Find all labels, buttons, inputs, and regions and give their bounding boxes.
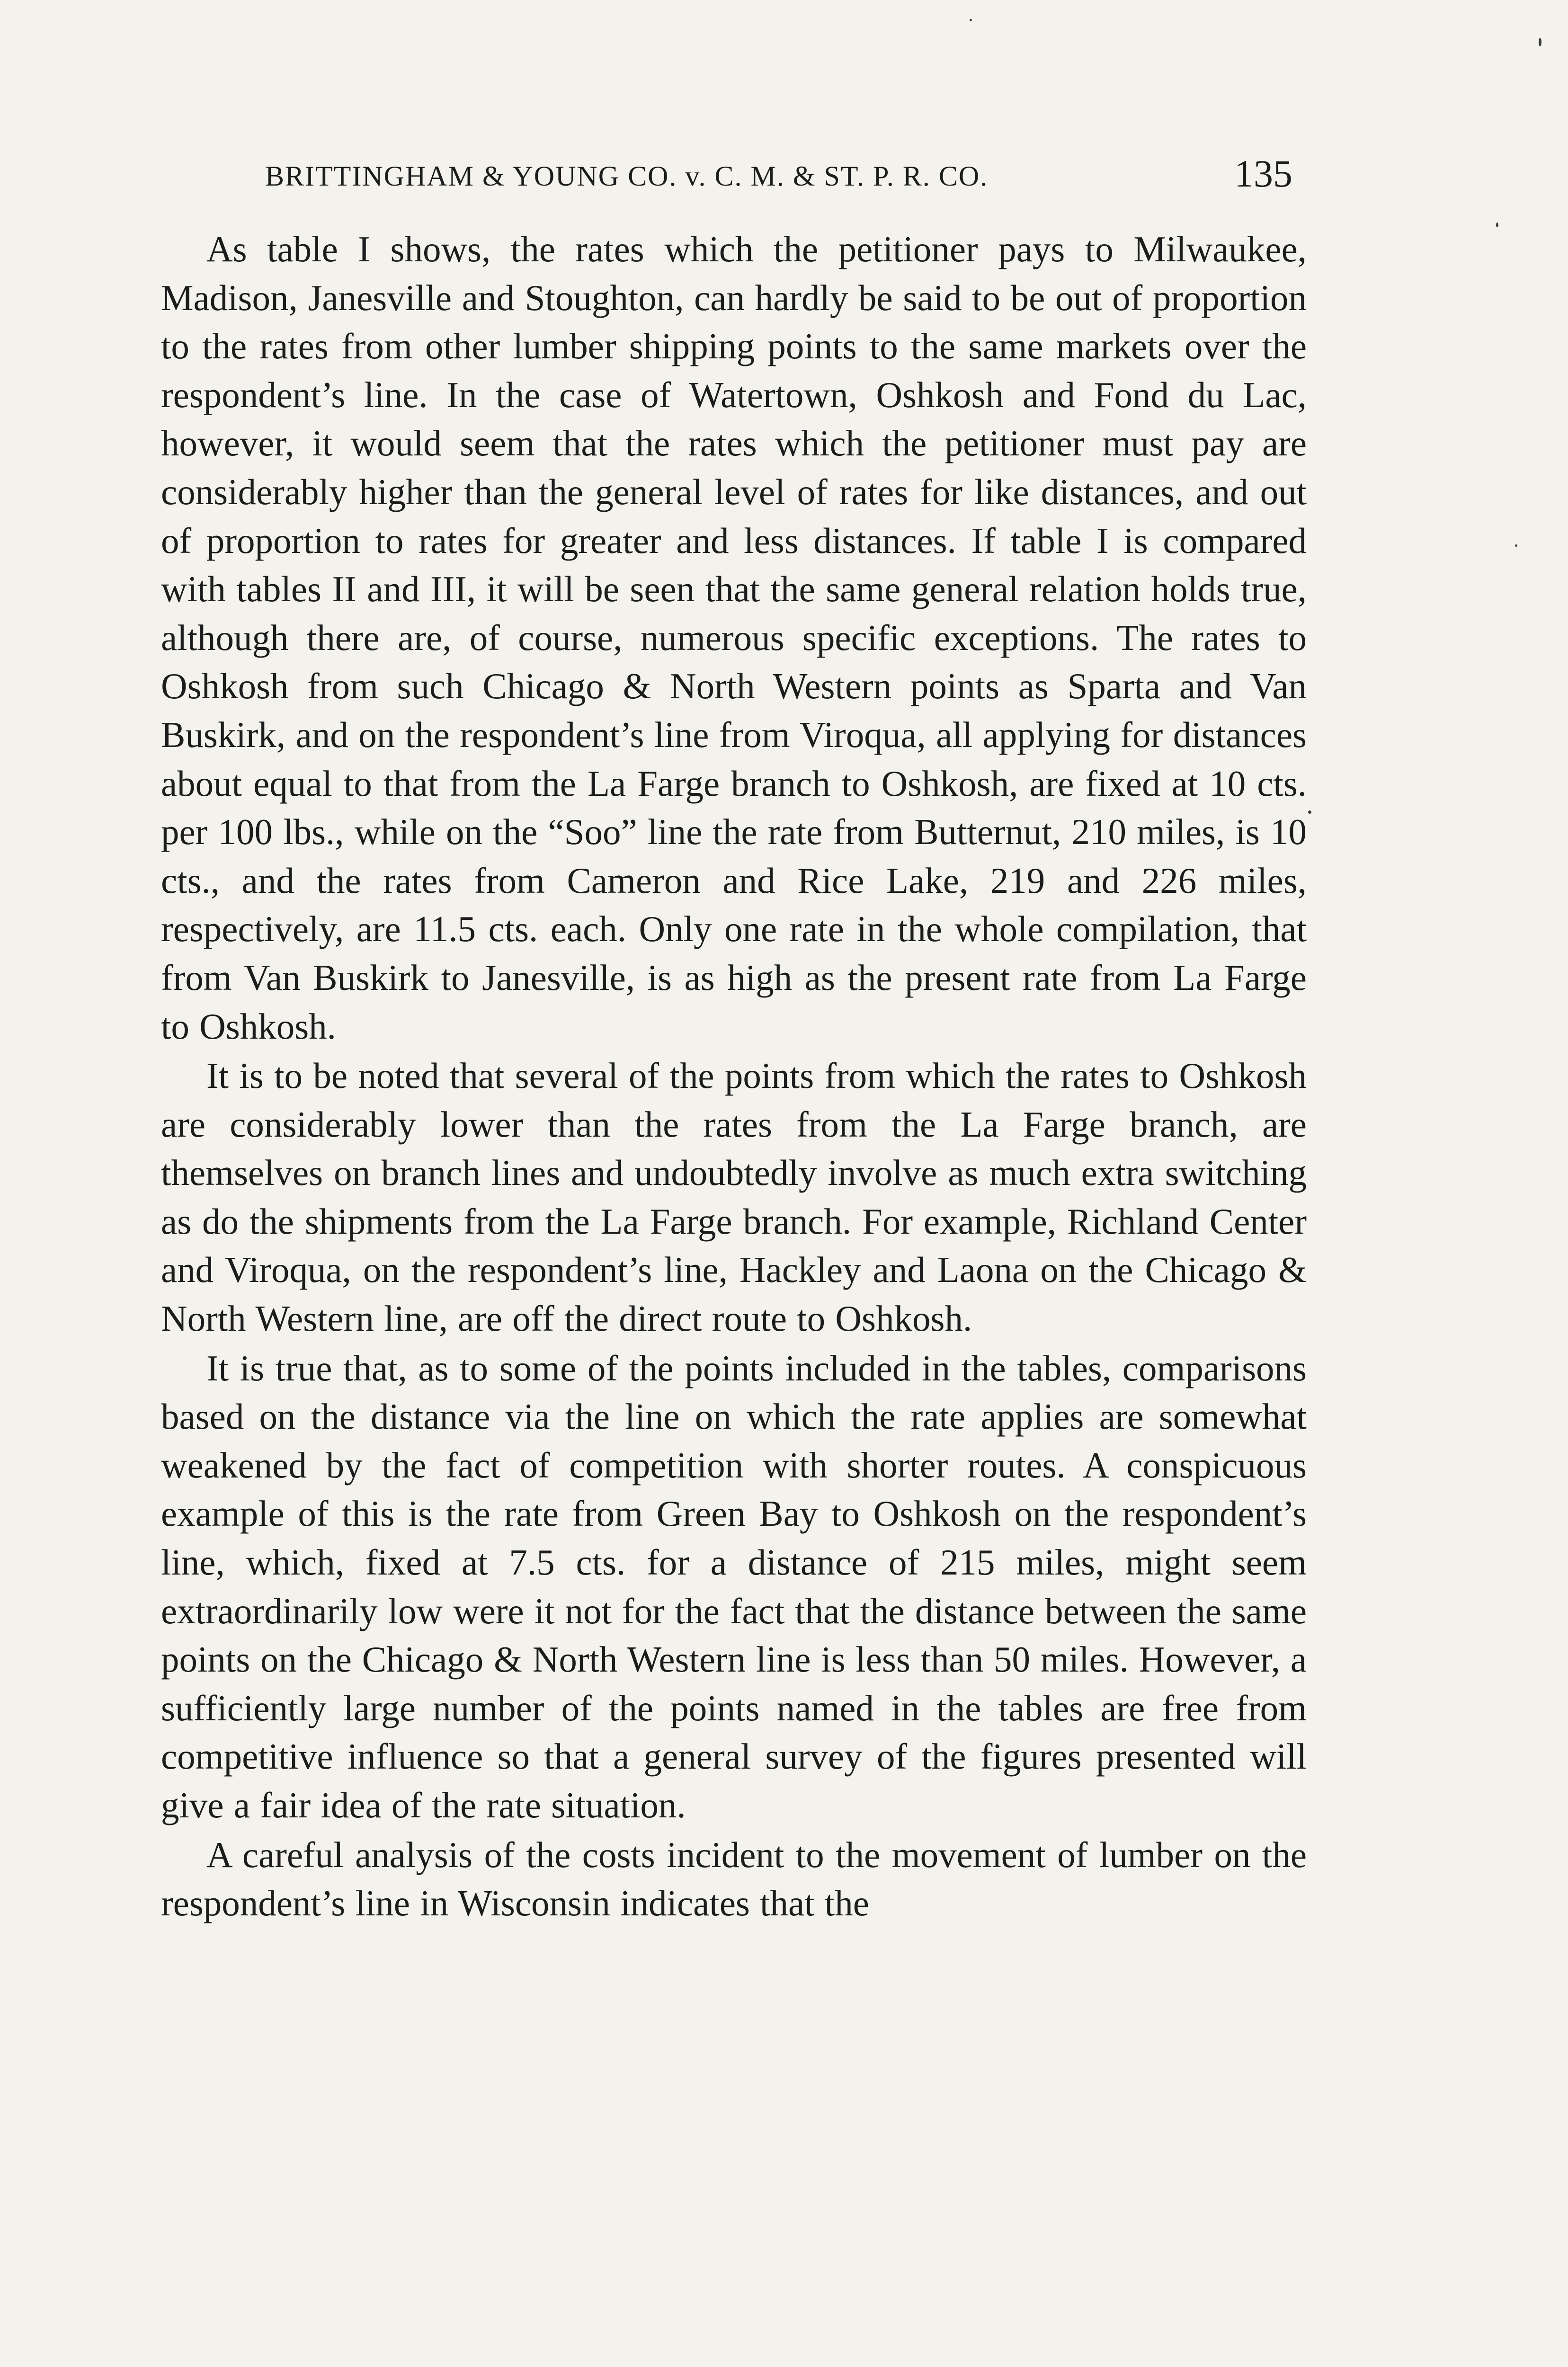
running-head (265, 151, 1292, 204)
paragraph-2: It is to be noted that several of the points from which the rates to Oshkosh are considerably lower than the rates from the La Farge branch, are themselves on branch lines and undoubtedly involve as much extra switching as do the shipments from the La Farge branch. For example, Richland Center and Viroqua, on the respondent’s line, Hackley and Laona on the Chicago & North Western line, are off the direct route to Oshkosh. (161, 1055, 1307, 1339)
paragraph-4: A careful analysis of the costs incident to the movement of lumber on the respondent’s line in Wisconsin indicates that the (161, 1834, 1307, 1924)
running-title: BRITTINGHAM & YOUNG CO. v. C. M. & ST. P. R. CO. (265, 160, 989, 192)
page-number: 135 (1234, 152, 1292, 195)
body-text (161, 225, 1307, 1928)
scan-speck (1539, 38, 1541, 46)
paragraph-3: It is true that, as to some of the points included in the tables, comparisons based on the distance via the line on which the rate applies are somewhat weakened by the fact of competition with shorter routes. A conspicuous example of this is the rate from Green Bay to Oshkosh on the respondent’s line, which, fixed at 7.5 cts. for a distance of 215 miles, might seem extraordinarily low were it not for the fact that the distance between the same points on the Chicago & North Western line is less than 50 miles. However, a sufficiently large number of the points named in the tables are free from competitive influence so that a general survey of the figures presented will give a fair idea of the rate situation. (161, 1347, 1307, 1825)
scan-speck (1515, 544, 1517, 547)
paragraph-1: As table I shows, the rates which the petitioner pays to Milwaukee, Madison, Janesville and Stoughton, can hardly be said to be out of proportion to the rates from other lumber shipping points to the same markets over the respondent’s line. In the case of Watertown, Oshkosh and Fond du Lac, however, it would seem that the rates which the petitioner must pay are considerably higher than the general level of rates for like distances, and out of proportion to rates for greater and less distances. If table I is compared with tables II and III, it will be seen that the same general relation holds true, although there are, of course, numerous specific exceptions. The rates to Oshkosh from such Chicago & North Western points as Sparta and Van Buskirk, and on the respondent’s line from Viroqua, all applying for distances about equal to that from the La Farge branch to Oshkosh, are fixed at 10 cts. per 100 lbs., while on the “Soo” line the rate from Butternut, 210 miles, is 10 cts., and the rates from Cameron and Rice Lake, 219 and 226 miles, respectively, are 11.5 cts. each. Only one rate in the whole compilation, that from Van Buskirk to Janesville, is as high as the present rate from La Farge to Oshkosh. (161, 229, 1307, 1047)
scan-speck (970, 19, 972, 21)
scan-speck (1308, 810, 1311, 814)
scan-speck (1496, 222, 1498, 227)
